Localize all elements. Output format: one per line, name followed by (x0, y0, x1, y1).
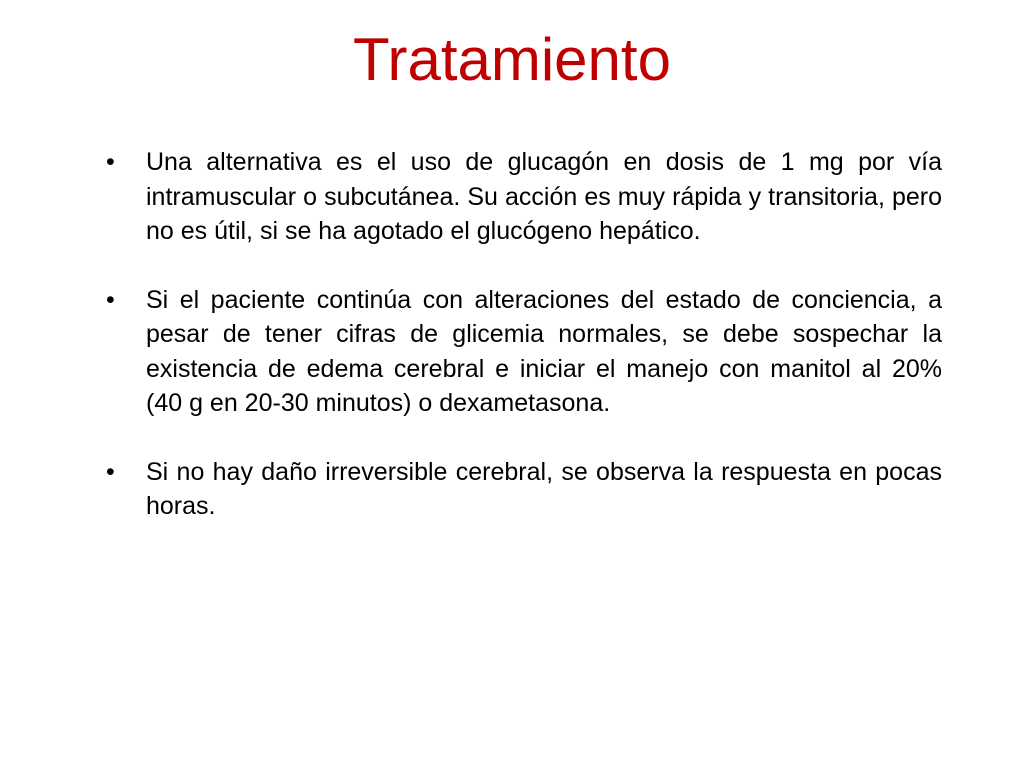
slide-title: Tratamiento (353, 26, 671, 93)
bullet-text: Si el paciente continúa con alteraciones del estado de conciencia, a pesar de tener cifras de glicemia normales, se debe sospechar la existencia de edema cerebral e iniciar el manejo con manitol al 20% (40 g en 20-30 minutos) o dexametasona. (146, 285, 942, 417)
bullet-list (106, 145, 942, 558)
bullet-text: Una alternativa es el uso de glucagón en dosis de 1 mg por vía intramuscular o subcutánea. Su acción es muy rápida y transitoria, pero no es útil, si se ha agotado el glucógeno hepático. (146, 148, 942, 245)
bullet-dot-icon: • (106, 457, 115, 486)
bullet-item (106, 283, 942, 421)
bullet-dot-icon: • (106, 148, 115, 176)
bullet-item (106, 145, 942, 249)
bullet-text: Si no hay daño irreversible cerebral, se observa la respuesta en pocas horas. (146, 457, 942, 520)
bullet-dot-icon: • (106, 285, 115, 314)
bullet-item (106, 455, 942, 524)
